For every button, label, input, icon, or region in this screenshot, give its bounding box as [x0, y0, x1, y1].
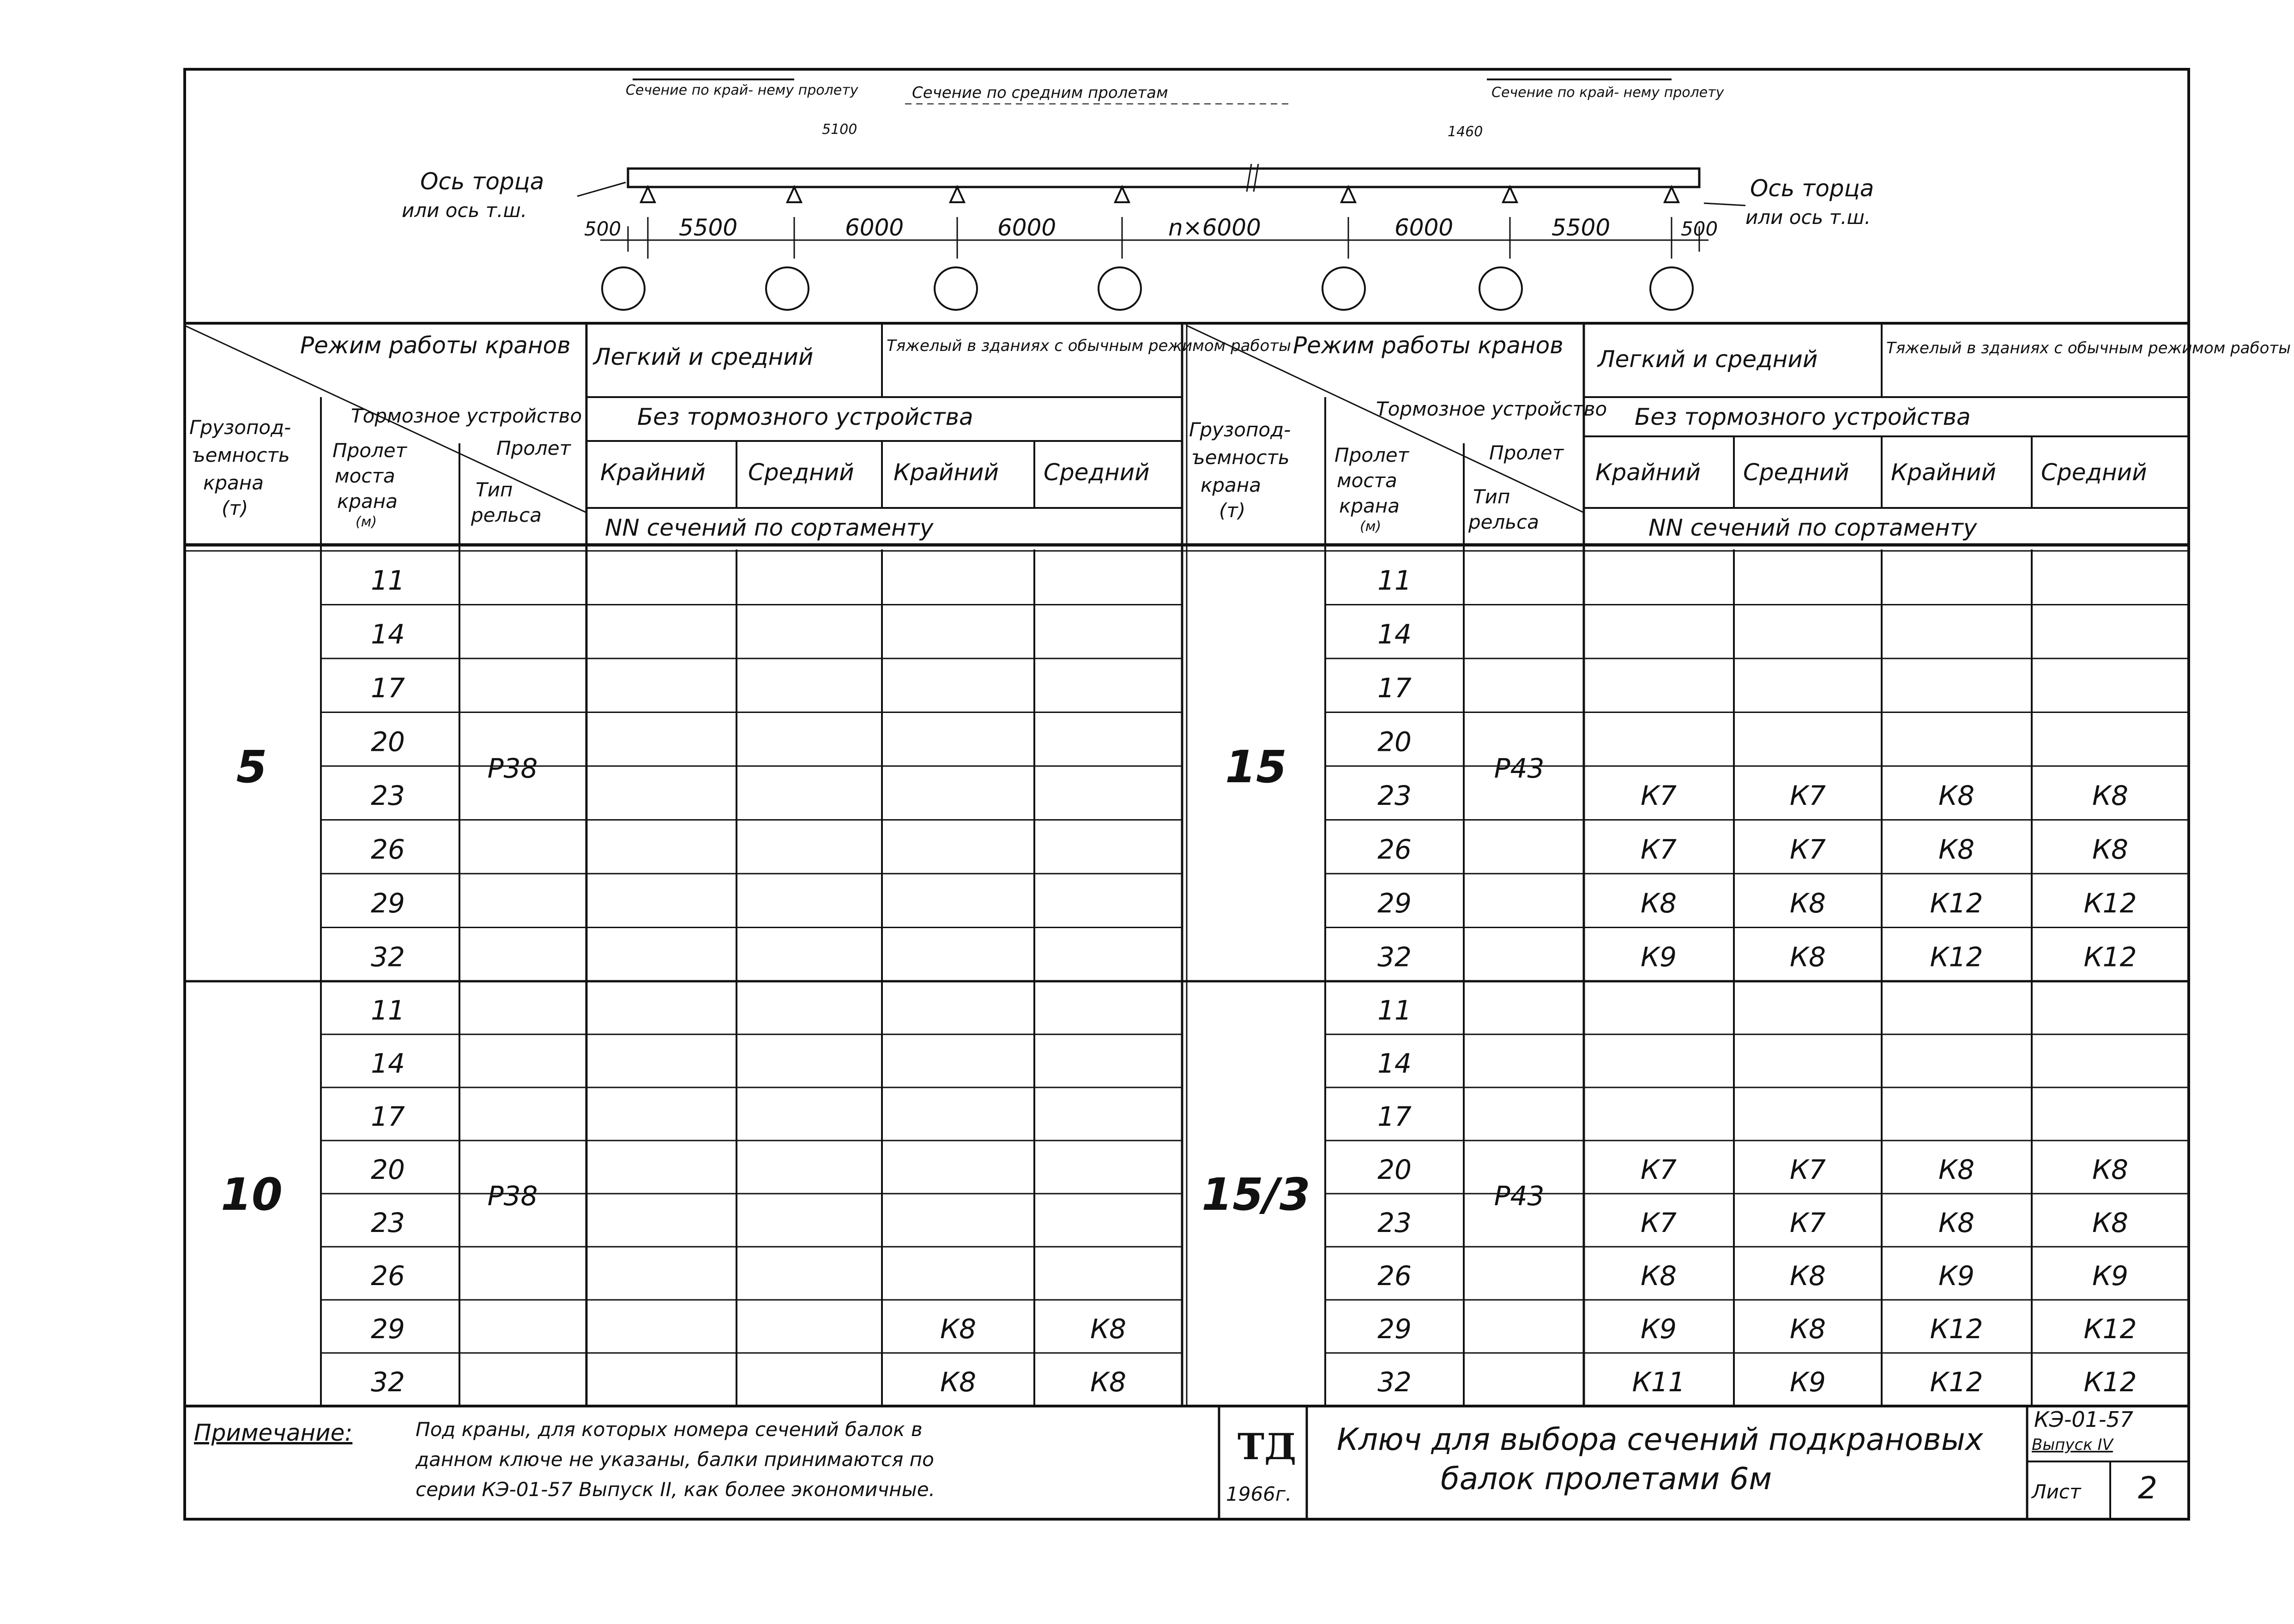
title-line-2: балок пролетами 6м	[1441, 1461, 1772, 1497]
span-value: 11	[1377, 994, 1412, 1026]
stamp-year: 1966г.	[1226, 1483, 1292, 1505]
series-code: КЭ-01-57	[2034, 1407, 2134, 1432]
section-cell: К12	[2083, 887, 2137, 919]
section-cell: К8	[1938, 1207, 1975, 1238]
beam	[628, 169, 1699, 187]
header-rail-r1: Тип	[1473, 485, 1510, 508]
section-cell: К8	[1090, 1366, 1127, 1398]
axis-label-right-2: или ось т.ш.	[1745, 206, 1871, 229]
dim-3: 6000	[845, 214, 904, 241]
header-mode-r: Режим работы кранов	[1293, 332, 1564, 359]
span-value: 23	[371, 1207, 405, 1238]
section-cell: К11	[1632, 1366, 1685, 1398]
section-cell: К8	[2092, 1153, 2129, 1185]
section-cell: К7	[1640, 1153, 1677, 1185]
section-cell: К7	[1789, 833, 1826, 865]
section-cell: К7	[1640, 1207, 1677, 1238]
section-cell: К8	[1789, 941, 1826, 973]
section-label-middle: Сечение по средним пролетам	[912, 84, 1168, 102]
rail-type: Р43	[1494, 753, 1545, 784]
section-cell: К7	[1789, 1153, 1826, 1185]
span-value: 14	[371, 618, 405, 650]
axis-markers	[602, 267, 1693, 310]
span-value: 14	[1377, 618, 1412, 650]
section-cell: К8	[1938, 833, 1975, 865]
header-span-bridge-r1: Пролет	[1334, 444, 1409, 466]
header-span-r: Пролет	[1489, 441, 1564, 464]
section-cell: К8	[1640, 1260, 1677, 1292]
section-cell: К12	[2083, 1313, 2137, 1345]
span-value: 17	[371, 1100, 405, 1132]
span-value: 32	[371, 941, 405, 973]
axis-label-right: Ось торца	[1750, 175, 1874, 202]
span-value: 11	[371, 564, 405, 596]
note-line-2: данном ключе не указаны, балки принимаются по	[416, 1448, 934, 1471]
section-cell: К9	[1640, 941, 1677, 973]
section-cell: К8	[1789, 1313, 1826, 1345]
section-cell: К12	[1930, 1313, 1983, 1345]
header-mode: Режим работы кранов	[300, 332, 571, 359]
dim-5: n×6000	[1168, 214, 1261, 241]
note-label: Примечание:	[194, 1419, 353, 1446]
stamp-td: ТД	[1238, 1426, 1297, 1468]
section-cell: К12	[1930, 887, 1983, 919]
section-cell: К12	[1930, 1366, 1983, 1398]
header-capacity-r1: Грузопод-	[1189, 418, 1291, 441]
section-cell: К8	[940, 1313, 977, 1345]
header-span-bridge-3: крана	[337, 490, 398, 513]
span-value: 17	[1377, 1100, 1412, 1132]
section-label-left: Сечение по край- нему пролету	[626, 82, 858, 98]
header-extreme-2: Крайний	[893, 459, 999, 486]
header-capacity-1: Грузопод-	[189, 416, 291, 439]
header-extreme-r2: Крайний	[1891, 459, 1997, 486]
left-table-header	[189, 332, 1291, 541]
span-value: 17	[1377, 672, 1412, 704]
capacity-value: 15	[1225, 741, 1287, 793]
span-value: 32	[1377, 1366, 1412, 1398]
span-value: 29	[1377, 887, 1412, 919]
header-middle-r1: Средний	[1743, 459, 1849, 486]
header-middle-r2: Средний	[2041, 459, 2147, 486]
header-no-brake-r: Без тормозного устройства	[1635, 404, 1971, 430]
section-cell: К9	[1640, 1313, 1677, 1345]
table-row-lines	[321, 605, 2189, 1353]
beam-diagram	[402, 79, 1874, 310]
span-value: 20	[371, 726, 405, 758]
span-value: 26	[371, 1260, 405, 1292]
section-cell: К8	[2092, 1207, 2129, 1238]
span-value: 14	[371, 1047, 405, 1079]
section-cell: К8	[2092, 833, 2129, 865]
small-dim-right: 1460	[1448, 124, 1483, 140]
header-middle-1: Средний	[748, 459, 854, 486]
span-value: 23	[1377, 779, 1412, 811]
span-value: 23	[371, 779, 405, 811]
header-capacity-r4: (т)	[1219, 499, 1246, 522]
header-heavy: Тяжелый в зданиях с обычным режимом работы	[887, 337, 1291, 355]
header-sections-r: NN сечений по сортаменту	[1648, 514, 1977, 541]
span-value: 11	[371, 994, 405, 1026]
dim-2: 5500	[679, 214, 738, 241]
span-value: 32	[371, 1366, 405, 1398]
header-brake: Тормозное устройство	[351, 404, 582, 427]
span-value: 20	[1377, 1153, 1412, 1185]
note-line-1: Под краны, для которых номера сечений балок в	[416, 1418, 923, 1441]
section-cell: К7	[1789, 779, 1826, 811]
section-label-right: Сечение по край- нему пролету	[1491, 85, 1724, 101]
header-capacity-4: (т)	[222, 497, 248, 519]
capacity-value: 15/3	[1201, 1169, 1310, 1220]
section-cell: К12	[2083, 941, 2137, 973]
header-span-bridge-r2: моста	[1337, 469, 1397, 492]
dim-8: 500	[1681, 217, 1718, 240]
header-no-brake: Без тормозного устройства	[637, 404, 973, 430]
header-rail-1: Тип	[476, 478, 513, 501]
section-cell: К8	[2092, 779, 2129, 811]
span-value: 29	[1377, 1313, 1412, 1345]
axis-label-left-2: или ось т.ш.	[402, 199, 527, 222]
header-span-bridge-r3: крана	[1339, 495, 1400, 517]
header-rail-2: рельса	[471, 504, 542, 526]
header-capacity-r2: ъемность	[1191, 446, 1290, 469]
capacity-value: 5	[236, 741, 267, 793]
span-value: 14	[1377, 1047, 1412, 1079]
header-capacity-r3: крана	[1201, 474, 1261, 496]
span-value: 29	[371, 1313, 405, 1345]
header-span-bridge-r4: (м)	[1360, 519, 1382, 535]
sheet-number: 2	[2138, 1470, 2157, 1506]
axis-label-left: Ось торца	[420, 168, 544, 195]
header-extreme-1: Крайний	[600, 459, 706, 486]
header-rail-r2: рельса	[1468, 511, 1539, 533]
section-cell: К7	[1640, 779, 1677, 811]
span-value: 26	[1377, 833, 1412, 865]
beam-supports	[641, 187, 1678, 202]
section-cell: К9	[1938, 1260, 1975, 1292]
section-cell: К12	[2083, 1366, 2137, 1398]
section-cell: К8	[940, 1366, 977, 1398]
header-light-r: Легкий и средний	[1598, 346, 1818, 373]
dim-4: 6000	[997, 214, 1056, 241]
section-cell: К8	[1789, 1260, 1826, 1292]
header-light: Легкий и средний	[593, 344, 814, 370]
span-value: 17	[371, 672, 405, 704]
issue-label: Выпуск IV	[2032, 1436, 2113, 1454]
span-value: 32	[1377, 941, 1412, 973]
header-span-bridge-4: (м)	[356, 514, 377, 530]
section-cell: К9	[2092, 1260, 2129, 1292]
header-capacity-3: крана	[203, 471, 264, 494]
section-cell: К7	[1789, 1207, 1826, 1238]
dim-6: 6000	[1395, 214, 1454, 241]
span-value: 29	[371, 887, 405, 919]
header-brake-r: Тормозное устройство	[1376, 398, 1607, 420]
span-value: 26	[371, 833, 405, 865]
header-sections: NN сечений по сортаменту	[605, 514, 934, 541]
span-value: 11	[1377, 564, 1412, 596]
rail-type: Р43	[1494, 1180, 1545, 1212]
capacity-value: 10	[221, 1169, 283, 1220]
dim-1: 500	[584, 217, 622, 240]
section-cell: К8	[1789, 887, 1826, 919]
section-cell: К8	[1938, 1153, 1975, 1185]
section-cell: К9	[1789, 1366, 1826, 1398]
span-value: 20	[1377, 726, 1412, 758]
note-line-3: серии КЭ-01-57 Выпуск II, как более экономичные.	[416, 1478, 935, 1501]
header-middle-2: Средний	[1044, 459, 1150, 486]
small-dim-left: 5100	[822, 121, 857, 138]
span-value: 20	[371, 1153, 405, 1185]
header-extreme-r1: Крайний	[1595, 459, 1701, 486]
section-cell: К7	[1640, 833, 1677, 865]
span-value: 26	[1377, 1260, 1412, 1292]
section-cell: К12	[1930, 941, 1983, 973]
footer	[194, 1406, 2189, 1519]
section-cell: К8	[1938, 779, 1975, 811]
span-value: 23	[1377, 1207, 1412, 1238]
dim-7: 5500	[1551, 214, 1611, 241]
title-line-1: Ключ для выбора сечений подкрановых	[1337, 1422, 1983, 1457]
header-span-bridge-2: моста	[335, 465, 395, 487]
sheet-label: Лист	[2032, 1480, 2081, 1503]
header-span: Пролет	[496, 437, 571, 459]
header-span-bridge-1: Пролет	[332, 439, 407, 462]
header-heavy-r: Тяжелый в зданиях с обычным режимом работы	[1886, 339, 2291, 357]
section-cell: К8	[1640, 887, 1677, 919]
section-cell: К8	[1090, 1313, 1127, 1345]
rail-type: Р38	[487, 753, 538, 784]
rail-type: Р38	[487, 1180, 538, 1212]
header-capacity-2: ъемность	[192, 444, 290, 466]
